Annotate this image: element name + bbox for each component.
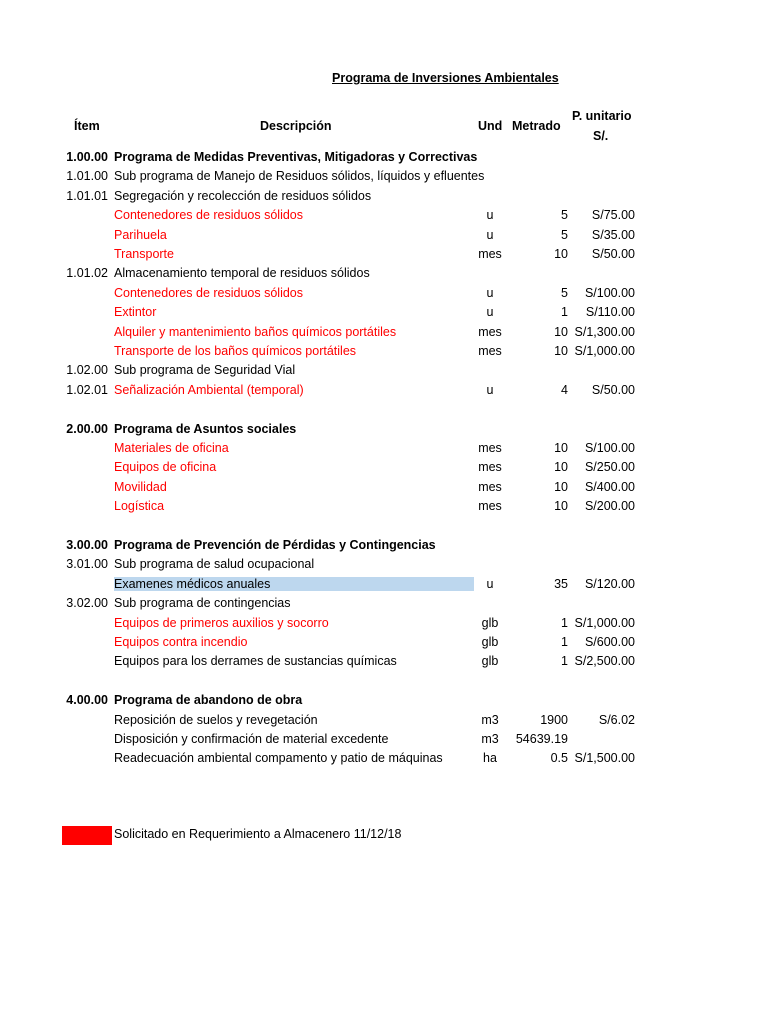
cell-und: u [486, 285, 494, 300]
table-row [0, 460, 768, 479]
page-title: Programa de Inversiones Ambientales [332, 71, 559, 85]
cell-metrado: 5 [561, 285, 568, 300]
cell-und: u [486, 208, 494, 223]
cell-descripcion: Parihuela [114, 227, 167, 242]
cell-und: m3 [481, 712, 499, 727]
cell-precio-unitario: S/6.02 [598, 712, 635, 727]
cell-und: m3 [481, 732, 499, 746]
cell-item: 2.00.00 [66, 421, 108, 436]
cell-descripcion: Segregación y recolección de residuos sólidos [114, 188, 372, 203]
header-item: Ítem [74, 119, 100, 133]
cell-descripcion: Disposición y confirmación de material excedente [114, 732, 389, 746]
cell-metrado: 54639.19 [515, 732, 568, 746]
table-row [0, 616, 768, 635]
table-row [0, 228, 768, 247]
cell-metrado: 10 [554, 479, 568, 494]
table-row [0, 519, 768, 538]
cell-und: glb [481, 654, 499, 669]
header-punit-line2: S/. [593, 129, 609, 143]
table-row [0, 499, 768, 518]
cell-precio-unitario: S/75.00 [591, 208, 635, 223]
cell-descripcion: Programa de abandono de obra [114, 693, 303, 708]
cell-und: u [486, 382, 494, 397]
cell-item: 1.01.02 [66, 266, 108, 281]
cell-und: mes [478, 441, 502, 455]
cell-precio-unitario: S/2,500.00 [574, 654, 635, 669]
table-row [0, 286, 768, 305]
cell-descripcion: Almacenamiento temporal de residuos sólidos [114, 266, 370, 281]
cell-item: 3.00.00 [66, 538, 108, 552]
cell-metrado: 10 [554, 247, 568, 261]
table-row [0, 441, 768, 460]
cell-precio-unitario: S/100.00 [584, 441, 635, 455]
table-row [0, 344, 768, 363]
cell-descripcion: Sub programa de Manejo de Residuos sólidos, líquidos y efluentes [114, 169, 485, 184]
table-row [0, 169, 768, 188]
cell-descripcion: Movilidad [114, 479, 167, 494]
cell-precio-unitario: S/600.00 [584, 635, 635, 649]
table-row [0, 208, 768, 227]
table-row [0, 402, 768, 421]
cell-precio-unitario: S/1,000.00 [574, 344, 635, 358]
cell-descripcion: Materiales de oficina [114, 441, 229, 455]
table-row [0, 654, 768, 673]
cell-precio-unitario: S/50.00 [591, 382, 635, 397]
table-row [0, 577, 768, 596]
cell-precio-unitario: S/1,000.00 [574, 615, 635, 630]
cell-precio-unitario: S/35.00 [591, 227, 635, 242]
cell-precio-unitario: S/110.00 [585, 305, 635, 320]
cell-und: u [486, 576, 494, 591]
cell-metrado: 1 [561, 635, 568, 649]
cell-metrado: 1 [561, 615, 568, 630]
cell-precio-unitario: S/400.00 [584, 479, 635, 494]
cell-descripcion: Equipos contra incendio [114, 635, 248, 649]
cell-descripcion: Contenedores de residuos sólidos [114, 285, 304, 300]
header-und: Und [478, 119, 503, 133]
cell-descripcion: Programa de Prevención de Pérdidas y Contingencias [114, 538, 436, 552]
cell-item: 1.01.00 [66, 169, 108, 184]
cell-item: 1.00.00 [66, 150, 108, 164]
cell-descripcion: Readecuación ambiental compamento y patio de máquinas [114, 751, 443, 766]
table-row [0, 751, 768, 770]
cell-und: glb [481, 635, 499, 649]
cell-metrado: 5 [561, 208, 568, 223]
table-row [0, 247, 768, 266]
cell-und: u [486, 227, 494, 242]
table-row [0, 635, 768, 654]
table-row [0, 363, 768, 382]
table-row [0, 732, 768, 751]
cell-item: 1.02.01 [66, 382, 108, 397]
cell-descripcion: Logística [114, 499, 165, 514]
cell-descripcion: Examenes médicos anuales [114, 577, 474, 591]
cell-precio-unitario: S/250.00 [584, 460, 635, 475]
cell-item: 1.02.00 [66, 363, 108, 378]
cell-und: mes [478, 460, 502, 475]
cell-metrado: 1900 [540, 712, 568, 727]
cell-und: mes [478, 324, 502, 339]
cell-und: mes [478, 499, 502, 514]
cell-descripcion: Equipos de oficina [114, 460, 217, 475]
cell-precio-unitario: S/50.00 [591, 247, 635, 261]
cell-metrado: 10 [554, 499, 568, 514]
cell-metrado: 10 [554, 324, 568, 339]
table-row [0, 480, 768, 499]
cell-descripcion: Alquiler y mantenimiento baños químicos portátiles [114, 324, 397, 339]
cell-metrado: 4 [561, 382, 568, 397]
table-row [0, 538, 768, 557]
table-row [0, 422, 768, 441]
cell-metrado: 35 [554, 576, 568, 591]
header-punit-line1: P. unitario [572, 109, 632, 123]
table-row [0, 674, 768, 693]
cell-und: u [486, 305, 494, 320]
cell-descripcion: Sub programa de contingencias [114, 596, 291, 611]
cell-descripcion: Equipos para los derrames de sustancias químicas [114, 654, 397, 669]
header-descripcion: Descripción [260, 119, 332, 133]
cell-metrado: 10 [554, 460, 568, 475]
header-metrado: Metrado [512, 119, 561, 133]
cell-precio-unitario: S/120.00 [584, 576, 635, 591]
table-row [0, 150, 768, 169]
cell-und: glb [481, 615, 499, 630]
cell-item: 3.02.00 [66, 596, 108, 611]
table-row [0, 266, 768, 285]
cell-precio-unitario: S/1,300.00 [574, 324, 635, 339]
cell-descripcion: Sub programa de Seguridad Vial [114, 363, 296, 378]
cell-item: 3.01.00 [66, 557, 108, 572]
cell-metrado: 10 [554, 441, 568, 455]
table-row [0, 713, 768, 732]
cell-descripcion: Equipos de primeros auxilios y socorro [114, 615, 329, 630]
table-row [0, 383, 768, 402]
cell-descripcion: Sub programa de salud ocupacional [114, 557, 315, 572]
cell-item: 4.00.00 [66, 693, 108, 708]
cell-descripcion: Transporte de los baños químicos portátiles [114, 344, 357, 358]
cell-precio-unitario: S/100.00 [584, 285, 635, 300]
cell-und: mes [478, 344, 502, 358]
cell-und: mes [478, 247, 502, 261]
cell-metrado: 1 [561, 654, 568, 669]
cell-descripcion: Señalización Ambiental (temporal) [114, 382, 304, 397]
cell-precio-unitario: S/1,500.00 [574, 751, 635, 766]
table-row [0, 693, 768, 712]
cell-metrado: 10 [554, 344, 568, 358]
cell-metrado: 0.5 [550, 751, 568, 766]
cell-descripcion: Reposición de suelos y revegetación [114, 712, 318, 727]
cell-descripcion: Extintor [114, 305, 157, 320]
cell-und: ha [483, 751, 497, 766]
cell-descripcion: Contenedores de residuos sólidos [114, 208, 304, 223]
table-row [0, 557, 768, 576]
cell-descripcion: Programa de Medidas Preventivas, Mitigadoras y Correctivas [114, 150, 478, 164]
table-row [0, 305, 768, 324]
legend-text: Solicitado en Requerimiento a Almacenero 11/12/18 [114, 827, 402, 841]
table-row [0, 596, 768, 615]
cell-descripcion: Transporte [114, 247, 174, 261]
cell-precio-unitario: S/200.00 [584, 499, 635, 514]
cell-metrado: 5 [561, 227, 568, 242]
table-row [0, 189, 768, 208]
legend-swatch [62, 826, 112, 845]
cell-metrado: 1 [561, 305, 568, 320]
cell-item: 1.01.01 [66, 188, 108, 203]
cell-und: mes [478, 479, 502, 494]
cell-descripcion: Programa de Asuntos sociales [114, 421, 297, 436]
table-row [0, 325, 768, 344]
